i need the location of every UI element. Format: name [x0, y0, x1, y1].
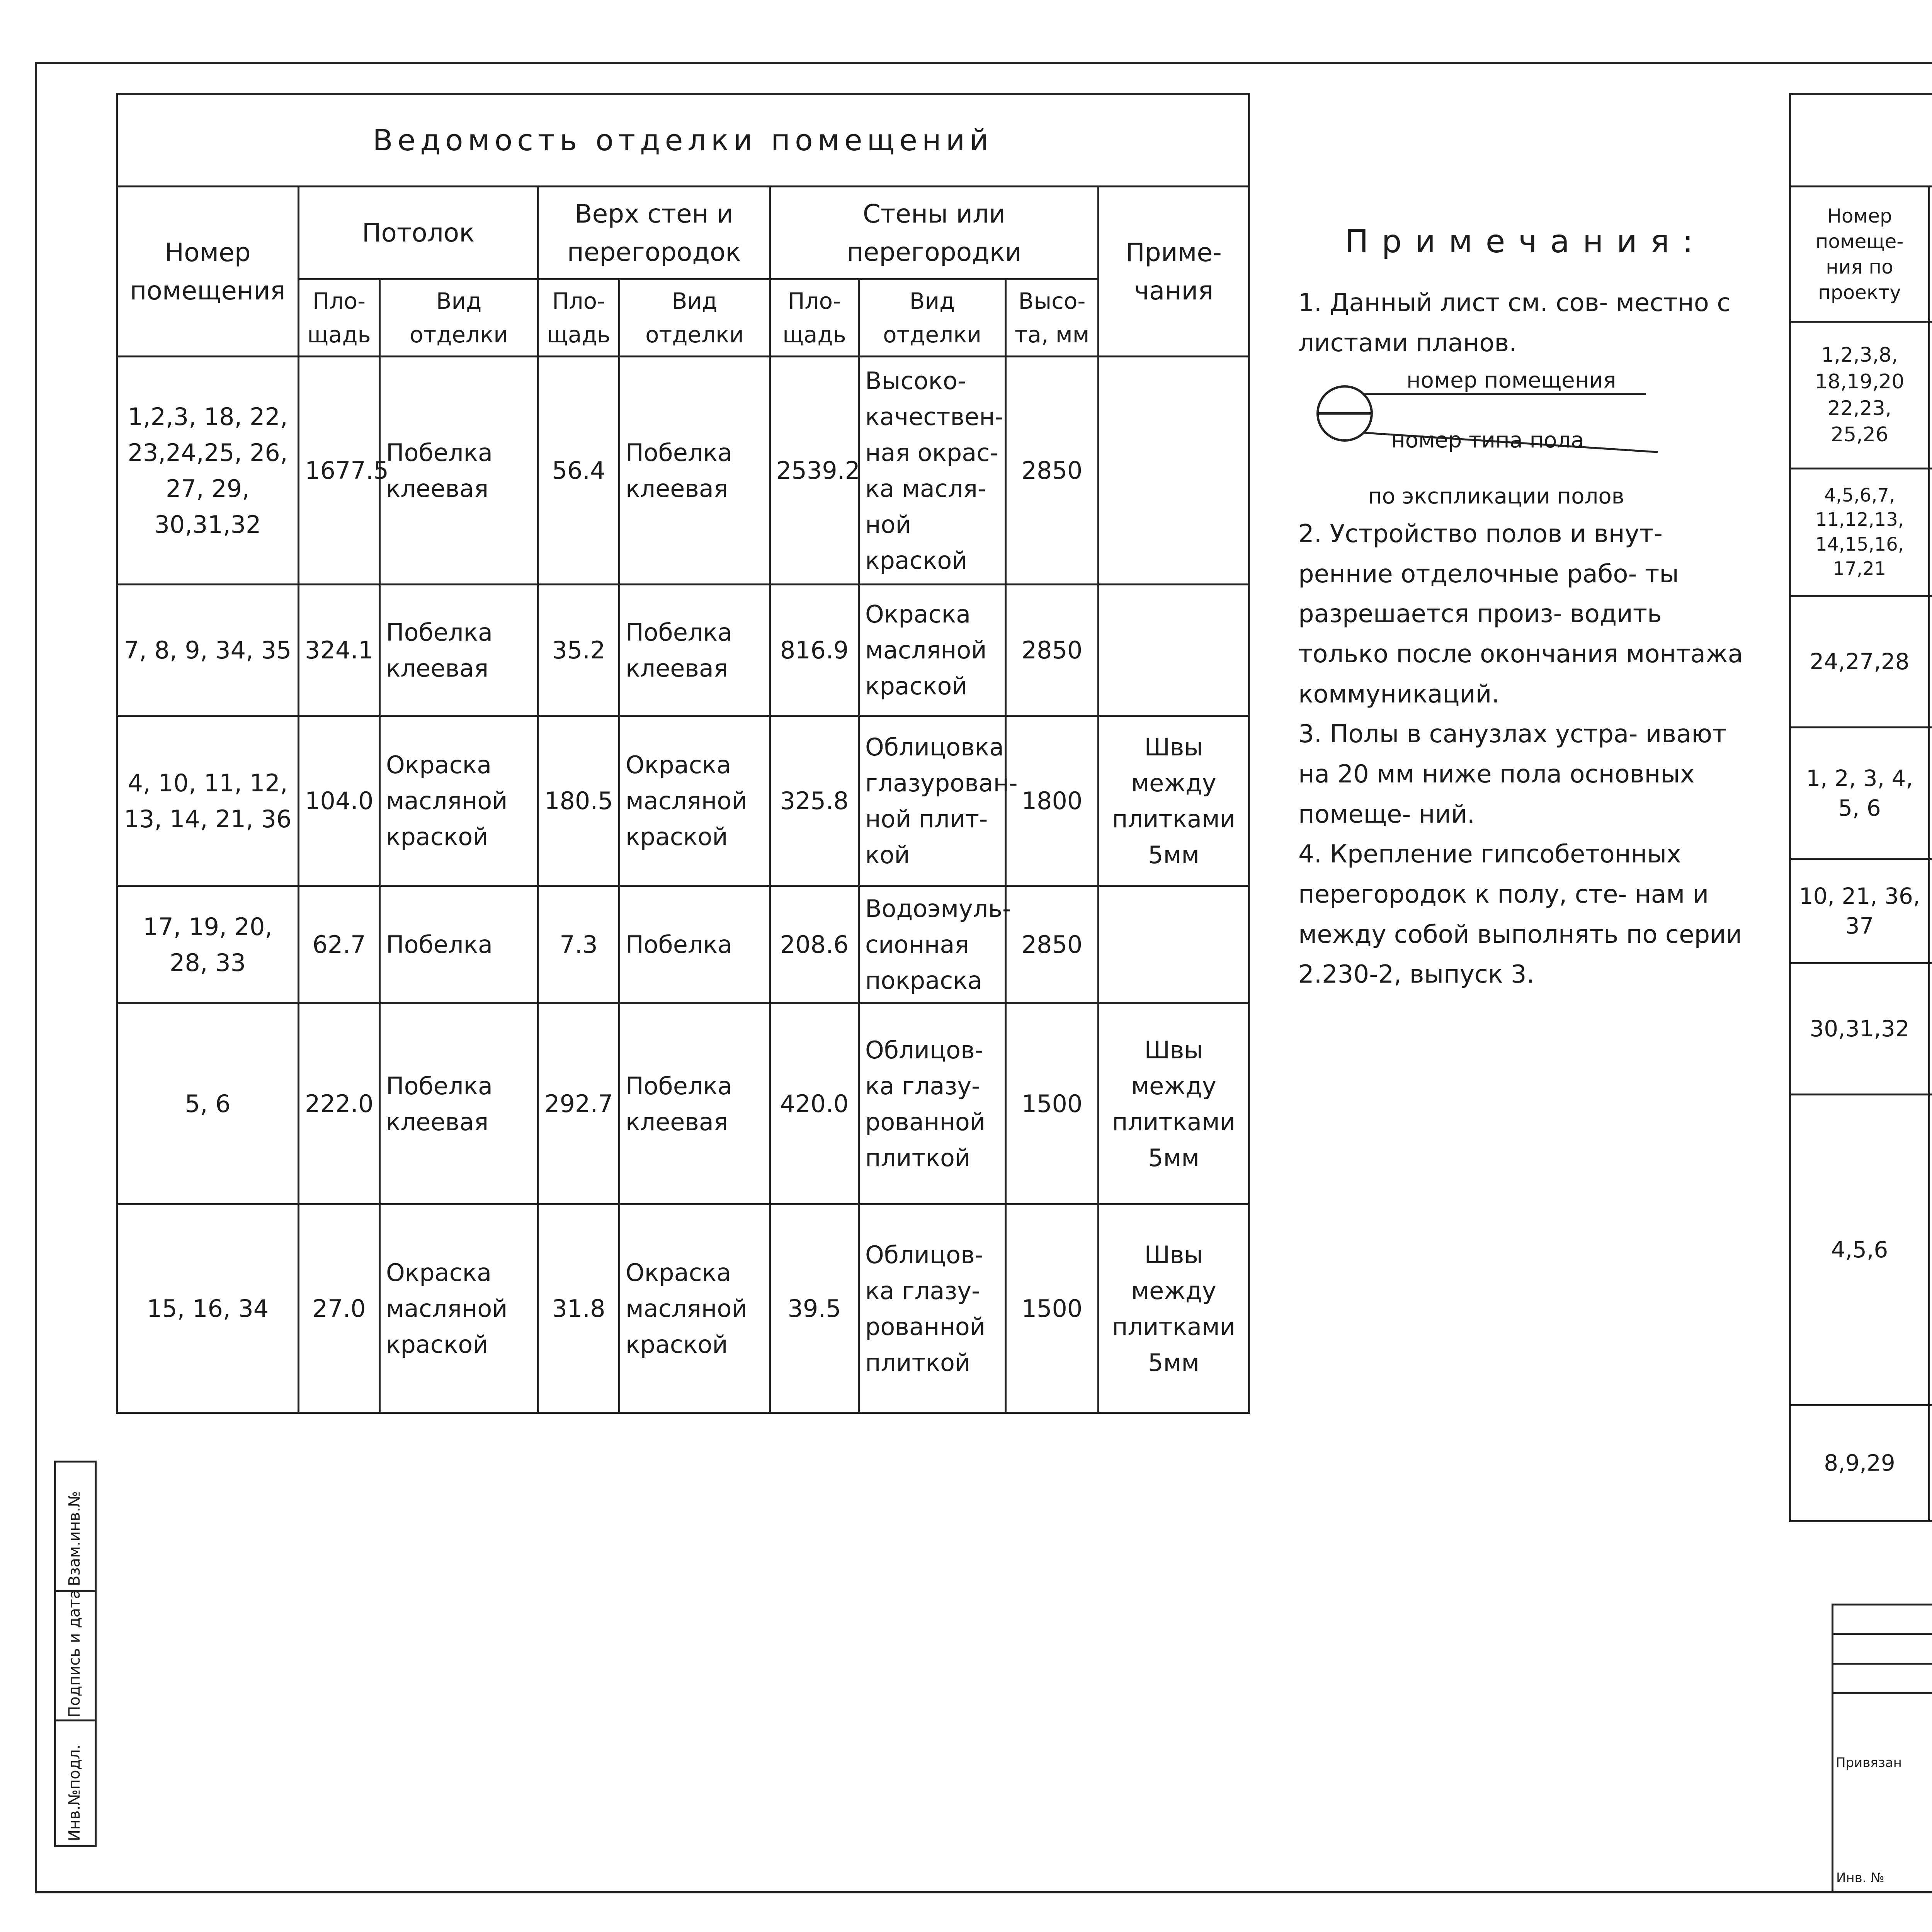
- wall-area-cell: 39.5: [770, 1204, 859, 1413]
- height-cell: 2850: [1006, 357, 1099, 585]
- col-ceiling: Потолок: [299, 187, 538, 279]
- ceil-finish-cell: Побелка клеевая: [380, 357, 538, 585]
- side-stamp-signature: Подпись и дата: [66, 1589, 83, 1718]
- note-cell: [1099, 585, 1249, 716]
- room-cell: 4,5,6: [1790, 1095, 1929, 1405]
- room-cell: 4,5,6,7, 11,12,13, 14,15,16, 17,21: [1790, 469, 1929, 596]
- ceil-finish-cell: Побелка клеевая: [380, 585, 538, 716]
- col-ceil-finish: Вид отделки: [380, 279, 538, 357]
- room-cell: 5, 6: [117, 1003, 299, 1204]
- height-cell: 1500: [1006, 1204, 1099, 1413]
- side-stamp-inv: Инв.№подл.: [66, 1744, 83, 1841]
- height-cell: 1500: [1006, 1003, 1099, 1204]
- room-cell: 1, 2, 3, 4, 5, 6: [1790, 728, 1929, 859]
- room-cell: 1,2,3, 18, 22, 23,24,25, 26, 27, 29, 30,31,32: [117, 357, 299, 585]
- notes-heading: Примечания:: [1345, 223, 1706, 260]
- note-cell: Швы между плитками 5мм: [1099, 716, 1249, 886]
- floor-schedule-table: [1789, 93, 1932, 1522]
- top-area-cell: 31.8: [538, 1204, 619, 1413]
- col-walls-top: Верх стен и перегородок: [538, 187, 770, 279]
- type-cell: [1929, 728, 1932, 859]
- note-item: 3. Полы в санузлах устра- ивают на 20 мм ниже пола основных помеще- ний.: [1298, 720, 1727, 829]
- col-wall-area: Пло- щадь: [770, 279, 859, 357]
- top-finish-cell: Окраска масляной краской: [619, 716, 770, 886]
- col-height: Высо- та, мм: [1006, 279, 1099, 357]
- table-row: [1790, 859, 1932, 963]
- wall-finish-cell: Облицов- ка глазу- рованной плиткой: [859, 1003, 1006, 1204]
- top-area-cell: 56.4: [538, 357, 619, 585]
- col-walls: Стены или перегородки: [770, 187, 1099, 279]
- type-cell: [1929, 322, 1932, 469]
- table-row: [1790, 728, 1932, 859]
- wall-finish-cell: Окраска масляной краской: [859, 585, 1006, 716]
- room-cell: 1,2,3,8, 18,19,20 22,23, 25,26: [1790, 322, 1929, 469]
- side-stamp: [54, 1461, 97, 1847]
- height-cell: 1800: [1006, 716, 1099, 886]
- room-cell: 30,31,32: [1790, 963, 1929, 1095]
- wall-finish-cell: Водоэмуль- сионная покраска: [859, 886, 1006, 1003]
- col-wall-finish: Вид отделки: [859, 279, 1006, 357]
- top-area-cell: 180.5: [538, 716, 619, 886]
- top-finish-cell: Побелка: [619, 886, 770, 1003]
- room-cell: 24,27,28: [1790, 596, 1929, 728]
- legend-diagram: [1298, 363, 1750, 479]
- table-row: [117, 1003, 1249, 1204]
- wall-area-cell: 208.6: [770, 886, 859, 1003]
- table-row: [1790, 322, 1932, 469]
- type-cell: [1929, 859, 1932, 963]
- room-cell: 8,9,29: [1790, 1405, 1929, 1521]
- note-cell: Швы между плитками 5мм: [1099, 1204, 1249, 1413]
- room-cell: 10, 21, 36, 37: [1790, 859, 1929, 963]
- top-finish-cell: Побелка клеевая: [619, 1003, 770, 1204]
- table-row: [117, 585, 1249, 716]
- ceil-finish-cell: Окраска масляной краской: [380, 716, 538, 886]
- legend-type-label: номер типа пола: [1391, 428, 1584, 453]
- top-finish-cell: Побелка клеевая: [619, 585, 770, 716]
- ceil-area-cell: 27.0: [299, 1204, 380, 1413]
- top-area-cell: 35.2: [538, 585, 619, 716]
- ceil-finish-cell: Побелка: [380, 886, 538, 1003]
- table-row: [1790, 1405, 1932, 1521]
- note-cell: Швы между плитками 5мм: [1099, 1003, 1249, 1204]
- ceil-finish-cell: Окраска масляной краской: [380, 1204, 538, 1413]
- note-cell: [1099, 357, 1249, 585]
- ceil-area-cell: 1677.5: [299, 357, 380, 585]
- ceil-finish-cell: Побелка клеевая: [380, 1003, 538, 1204]
- col-room: Номер помеще- ния по проекту: [1790, 187, 1929, 322]
- wall-area-cell: 420.0: [770, 1003, 859, 1204]
- finish-schedule-title: Ведомость отделки помещений: [117, 94, 1249, 187]
- ceil-area-cell: 62.7: [299, 886, 380, 1003]
- top-area-cell: 292.7: [538, 1003, 619, 1204]
- side-stamp-replace: Взам.инв.№: [66, 1491, 83, 1586]
- table-row: [1790, 596, 1932, 728]
- height-cell: 2850: [1006, 886, 1099, 1003]
- col-top-area: Пло- щадь: [538, 279, 619, 357]
- notes-block: [1298, 216, 1750, 995]
- note-item: 2. Устройство полов и внут- ренние отделочные рабо- ты разрешается произ- водить только после окончания монтажа коммуникаций.: [1298, 519, 1743, 709]
- top-finish-cell: Окраска масляной краской: [619, 1204, 770, 1413]
- title-block: [1832, 1604, 1932, 1893]
- table-row: [1790, 963, 1932, 1095]
- col-room: Номер помещения: [117, 187, 299, 357]
- note-item: 4. Крепление гипсобетонных перегородок к полу, сте- нам и между собой выполнять по серии 2.230-2, выпуск 3.: [1298, 840, 1742, 989]
- col-notes: Приме- чания: [1099, 187, 1249, 357]
- wall-area-cell: 325.8: [770, 716, 859, 886]
- room-cell: 17, 19, 20, 28, 33: [117, 886, 299, 1003]
- table-row: [1790, 1095, 1932, 1405]
- legend-source-label: по экспликации полов: [1368, 484, 1624, 509]
- table-row: [117, 1204, 1249, 1413]
- top-area-cell: 7.3: [538, 886, 619, 1003]
- wall-area-cell: 2539.2: [770, 357, 859, 585]
- room-cell: 15, 16, 34: [117, 1204, 299, 1413]
- wall-finish-cell: Облицов- ка глазу- рованной плиткой: [859, 1204, 1006, 1413]
- col-top-finish: Вид отделки: [619, 279, 770, 357]
- height-cell: 2850: [1006, 585, 1099, 716]
- legend-room-label: номер помещения: [1406, 368, 1616, 393]
- ceil-area-cell: 324.1: [299, 585, 380, 716]
- table-row: [1790, 469, 1932, 596]
- col-type: [1929, 187, 1932, 322]
- ceil-area-cell: 222.0: [299, 1003, 380, 1204]
- finish-schedule-table: [116, 93, 1250, 1414]
- col-ceil-area: Пло- щадь: [299, 279, 380, 357]
- note-cell: [1099, 886, 1249, 1003]
- table-row: [117, 716, 1249, 886]
- top-finish-cell: Побелка клеевая: [619, 357, 770, 585]
- room-cell: 4, 10, 11, 12, 13, 14, 21, 36: [117, 716, 299, 886]
- table-row: [117, 357, 1249, 585]
- type-cell: [1929, 596, 1932, 728]
- type-cell: [1929, 469, 1932, 596]
- type-cell: [1929, 963, 1932, 1095]
- wall-finish-cell: Высоко- качествен- ная окрас- ка масля- ной краской: [859, 357, 1006, 585]
- wall-finish-cell: Облицовка глазурован- ной плит- кой: [859, 716, 1006, 886]
- ceil-area-cell: 104.0: [299, 716, 380, 886]
- type-cell: [1929, 1095, 1932, 1405]
- inv-label: Инв. №: [1836, 1870, 1884, 1886]
- type-cell: [1929, 1405, 1932, 1521]
- floor-schedule-title: [1790, 94, 1932, 187]
- room-cell: 7, 8, 9, 34, 35: [117, 585, 299, 716]
- table-row: [117, 886, 1249, 1003]
- wall-area-cell: 816.9: [770, 585, 859, 716]
- bound-label: Привязан: [1833, 1693, 1932, 1892]
- note-item: 1. Данный лист см. сов- местно с листами планов.: [1298, 288, 1731, 357]
